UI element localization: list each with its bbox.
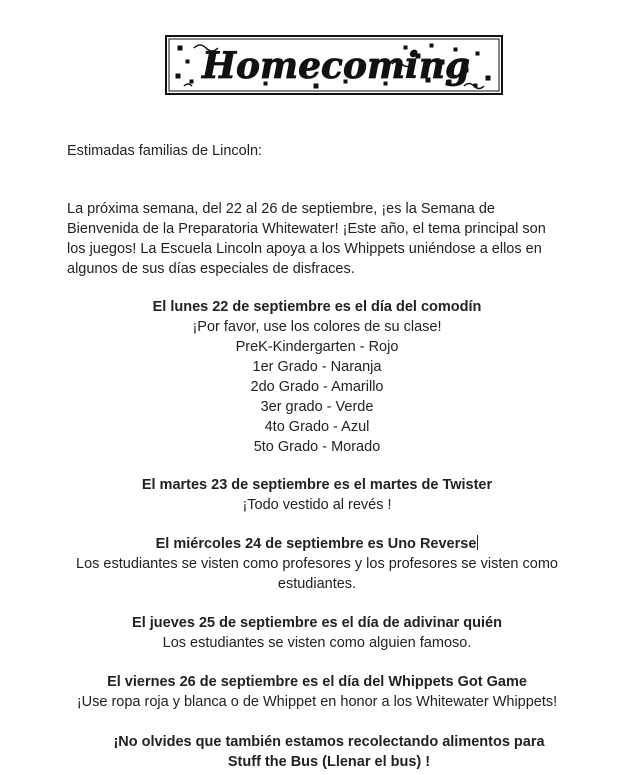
friday-heading: El viernes 26 de septiembre es el día del Whippets Got Game — [107, 674, 527, 690]
homecoming-banner — [164, 34, 504, 96]
letter-intro: La próxima semana, del 22 al 26 de septiembre, ¡es la Semana de Bienvenida de la Preparatoria Whitewater! ¡Este año, el tema principal son los juegos! La Escuela Lincoln apoya a los Whippets uniéndose a ellos en algunos de sus días especiales de disfraces. — [67, 201, 546, 277]
tuesday-heading: El martes 23 de septiembre es el martes de Twister — [141, 477, 493, 493]
grade-color-item: 1er Grado - Naranja — [252, 359, 382, 375]
grade-color-item: 3er grado - Verde — [260, 399, 374, 415]
tuesday-text: ¡Todo vestido al revés ! — [242, 497, 392, 513]
thursday-heading: El jueves 25 de septiembre es el día de adivinar quién — [132, 615, 502, 631]
closing-line-1: ¡No olvides que también estamos recolectando alimentos para — [113, 734, 545, 750]
wednesday-heading-line — [60, 534, 574, 554]
banner-title: Homecoming — [202, 45, 471, 87]
wednesday-heading: El miércoles 24 de septiembre es Uno Reverse — [155, 536, 477, 552]
monday-section — [60, 297, 574, 457]
closing-line-2: Stuff the Bus (Llenar el bus) ! — [227, 754, 431, 770]
friday-text: ¡Use ropa roja y blanca o de Whippet en honor a los Whitewater Whippets! — [76, 694, 558, 710]
letter-greeting: Estimadas familias de Lincoln: — [67, 143, 263, 159]
grade-color-item: 4to Grado - Azul — [264, 419, 370, 435]
wednesday-text: Los estudiantes se visten como profesores y los profesores se visten como estudiantes. — [76, 556, 558, 592]
text-cursor — [477, 535, 478, 550]
homecoming-banner-art — [164, 34, 504, 96]
grade-color-item: PreK-Kindergarten - Rojo — [235, 339, 399, 355]
tuesday-section — [60, 475, 574, 515]
thursday-section — [60, 613, 574, 653]
grade-color-item: 2do Grado - Amarillo — [250, 379, 384, 395]
thursday-text: Los estudiantes se visten como alguien famoso. — [162, 635, 472, 651]
monday-subtitle: ¡Por favor, use los colores de su clase! — [192, 319, 442, 335]
friday-section — [60, 672, 574, 712]
wednesday-section — [60, 534, 574, 594]
grade-color-item: 5to Grado - Morado — [253, 439, 381, 455]
closing-section — [72, 732, 586, 772]
monday-heading: El lunes 22 de septiembre es el día del comodín — [152, 299, 482, 315]
